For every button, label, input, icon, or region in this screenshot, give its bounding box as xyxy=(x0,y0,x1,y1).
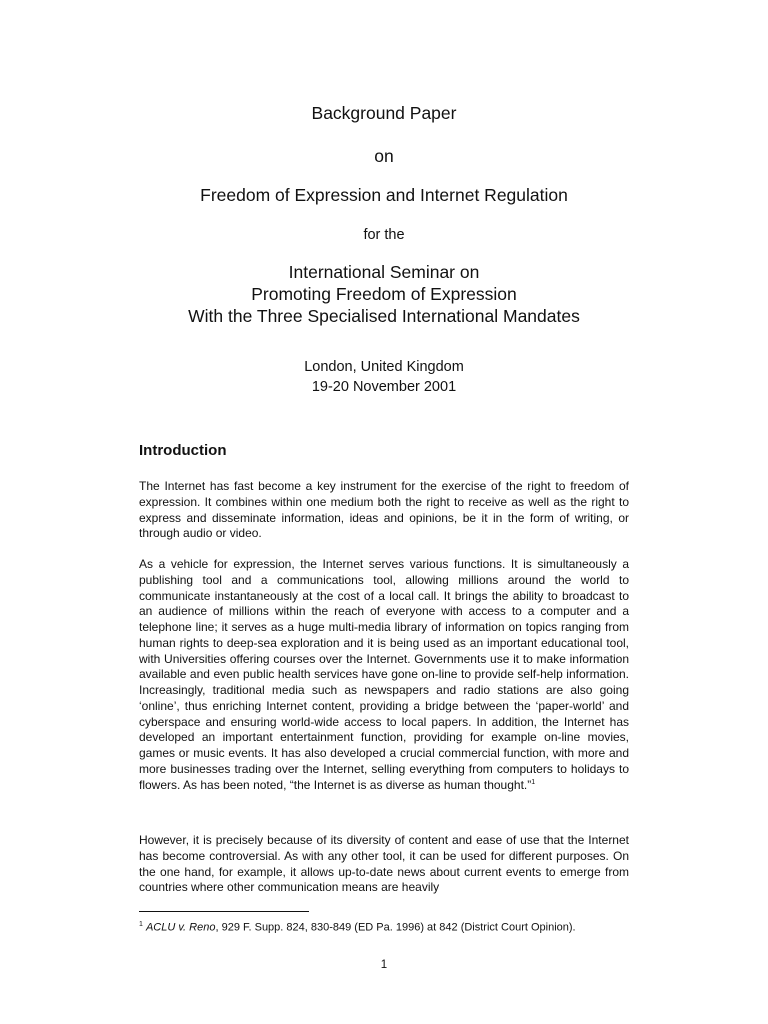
page-number: 1 xyxy=(380,959,388,971)
paragraph-1: The Internet has fast become a key instrument for the exercise of the right to freedom of expression. It combines within one medium both the right to receive as well as the right to express and disseminate information, ideas and opinions, be it in the form of writing, or through audio or video. xyxy=(139,479,629,541)
footnote-reference[interactable]: 1 xyxy=(531,778,536,786)
paragraph-3: However, it is precisely because of its diversity of content and ease of use that the Internet has become controversial. As with any other tool, it can be used for different purposes. On the one hand, for example, it allows up-to-date news about current events to emerge from countries where other communication means are heavily xyxy=(139,833,629,895)
seminar-location-date xyxy=(0,357,768,397)
footnote-1 xyxy=(139,918,639,935)
seminar-title xyxy=(0,261,768,327)
paragraph-2 xyxy=(139,557,629,793)
paper-type-title: Background Paper xyxy=(311,103,457,123)
title-connector: on xyxy=(374,146,394,166)
footnote-citation: , 929 F. Supp. 824, 830-849 (ED Pa. 1996) at 842 (District Court Opinion). xyxy=(215,921,576,934)
paragraph-2-text: As a vehicle for expression, the Internet serves various functions. It is simultaneously a publishing tool and a communications tool, allowing millions around the world to communicate instantaneously at the cost of a local call. It brings the ability to broadcast to an audience of millions within the reach of everyone with access to a computer and a telephone line; it serves as a huge multi-media library of information on topics ranging from human rights to deep-sea exploration and it is being used as an important educational tool, with Universities offering courses over the Internet. Governments use it to make information available and even public health services have gone on-line to provide self-help information. Increasingly, traditional media such as newspapers and radio stations are also going ‘online’, thus enriching Internet content, providing a bridge between the ‘paper-world’ and cyberspace and ensuring world-wide access to local papers. In addition, the Internet has developed an important entertainment function, providing for example on-line movies, games or music events. It has also developed a crucial commercial function, with more and more businesses trading over the Internet, selling everything from computers to holidays to flowers. As has been noted, “the Internet is as diverse as human thought.” xyxy=(139,557,629,792)
paper-main-title: Freedom of Expression and Internet Regulation xyxy=(200,185,568,205)
seminar-line-1: International Seminar on xyxy=(288,262,480,282)
seminar-line-2: Promoting Freedom of Expression xyxy=(251,284,517,304)
footnote-marker: 1 xyxy=(139,921,143,928)
seminar-date: 19-20 November 2001 xyxy=(311,379,457,395)
section-heading-introduction: Introduction xyxy=(139,442,227,459)
seminar-location: London, United Kingdom xyxy=(304,359,464,375)
footnote-divider xyxy=(139,911,309,912)
seminar-line-3: With the Three Specialised International Mandates xyxy=(188,306,580,326)
footnote-case-name: ACLU v. Reno xyxy=(145,921,216,934)
title-for-the: for the xyxy=(363,227,405,243)
